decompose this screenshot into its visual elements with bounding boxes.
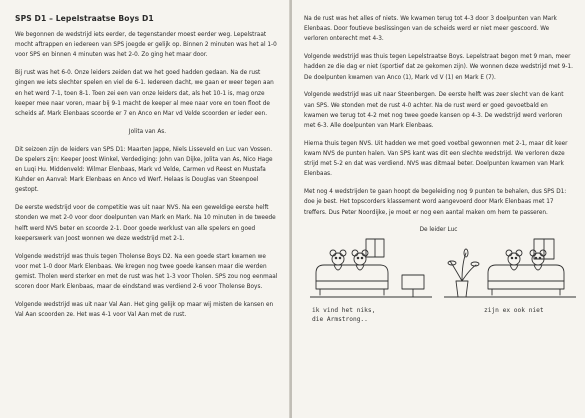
paragraph: Met nog 4 wedstrijden te gaan hoopt de begeleiding nog 9 punten te behalen, dus SPS D1: doe je best. Het topscorders klassement word aangevoerd door Mark Elenbaas met 17 treffers. Dus Peter Noordijke, je moet er nog een aantal maken om hem te passeren. (304, 189, 567, 216)
right-page (292, 0, 585, 418)
cartoon-caption-right: zijn ex ook niet (484, 307, 544, 315)
signature: De leider Luc (419, 227, 458, 234)
article-title: SPS D1 – Lepelstraatse Boys D1 (15, 14, 154, 23)
paragraph: Volgende wedstrijd was thuis tegen Lepelstraatse Boys. Lepelstraat begon met 9 man, meer hadden ze die dag er niet (sportief dat ze gekomen zijn). We wonnen deze wedstrijd met 9-1. De doelpunten kwamen van Anco (1), Mark vd V (1) en Mark E (7). (304, 54, 573, 81)
paragraph: Volgende wedstrijd was uit naar Val Aan. Het ging gelijk op maar wij misten de kansen en Val Aan scoorden ze. Het was 4-1 voor Val Aan met de rust. (15, 302, 274, 319)
signature: Jolita van As. (128, 128, 167, 135)
cartoon-caption-left: ik vind het niks, die Armstrong.. (312, 307, 376, 323)
left-page (0, 0, 290, 418)
cartoon-panel-plant (444, 237, 576, 307)
paragraph: Na de rust was het alles of niets. We kwamen terug tot 4-3 door 3 doelpunten van Mark Elenbaas. Door foutieve beslissingen van de scheids werd er niet meer gescoord. We verloren onterecht met 4-3. (304, 16, 557, 43)
cartoon-panel-sofa (310, 237, 432, 307)
paragraph: Dit seizoen zijn de leiders van SPS D1: Maarten Jappe, Niels Lisseveld en Luc van Vossen. De spelers zijn: Keeper Joost Winkel, Verdediging: John van Dijke, Jolita van As, Nico Hage en Luqi Hu. Middenveld: Wilmar Elenbaas, Mark vd Velde, Carmen vd Reest en Mustafa Kuhder en Aanval: Mark Elenbaas en Anco vd Werf. Helaas is Douglas van Steenpoel gestopt. (15, 146, 273, 194)
paragraph: Volgende wedstrijd was uit naar Steenbergen. De eerste helft was zeer slecht van de kant van SPS. We stonden met de rust 4-0 achter. Na de rust werd er goed gevoetbald en kwamen we terug tot 4-2 met nog twee goede kansen op 4-3. De wedstrijd werd verloren met 6-3. Alle doelpunten van Mark Elenbaas. (304, 92, 564, 130)
paragraph: Volgende wedstrijd was thuis tegen Tholense Boys D2. Na een goede start kwamen we voor met 1-0 door Mark Elenbaas. We kregen nog twee goede kansen maar die werden gemist. Tholen werd sterker en met de rust was het 1-3 voor Tholen. SPS zou nog eenmaal scoren door Mark Elenbaas, maar de eindstand was verdiend 2-6 voor Tholense Boys. (15, 253, 278, 291)
paragraph: We begonnen de wedstrijd iets eerder, de tegenstander moest eerder weg. Lepelstraat mocht aftrappen en iedereen van SPS joegde er gelijk op. Binnen 2 minuten was het al 1-0 voor SPS en binnen 4 minuten was het 2-0. Zo ging het maar door. (15, 32, 277, 59)
paragraph: Bij rust was het 6-0. Onze leiders zeiden dat we het goed hadden gedaan. Na de rust gingen we iets slechter spelen en viel de 6-1. Iedereen dacht, we gaan er weer tegen aan en het werd 7-1, toen 8-1. Toen zei een van onze leiders dat, als het 10-1 is, mag onze keeper mee naar voren, maar bij 9-1 macht de keeper al mee naar vore en toen floot de scheids af. Mark Elenbaas scoorde er 7 en Anco en Mar vd Velde scoorden er ieder een. (15, 70, 274, 118)
cartoon-strip (304, 237, 573, 327)
paragraph: De eerste wedstrijd voor de competitie was uit naar NVS. Na een geweldige eerste helft stonden we met 2-0 voor door doelpunten van Mark en Mark. Na 10 minuten in de tweede helft werd NVS beter en scoorde 2-1. Door goede werklust van alle spelers en goed keeperswerk van Joost wonnen we deze wedstrijd met 2-1. (15, 205, 276, 242)
paragraph: Hierna thuis tegen NVS. Uit hadden we met goed voetbal gewonnen met 2-1, maar dit keer kwam NVS de punten halen. Van SPS kant was dit een slechte wedstrijd. We verloren deze strijd met 5-2 en dat was verdiend. NVS was ditmaal beter. Doelpunten kwamen van Mark Elenbaas. (304, 140, 568, 178)
